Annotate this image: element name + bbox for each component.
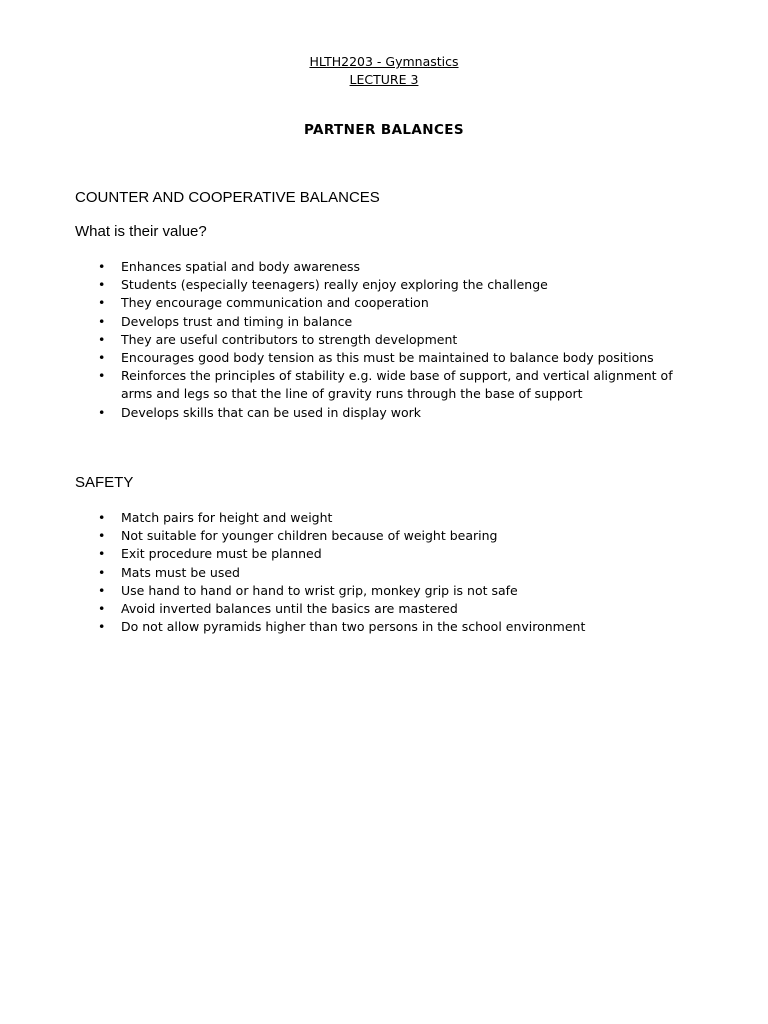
bullet-icon: •: [98, 510, 106, 525]
list-item: [0, 349, 691, 367]
list-item-text: Enhances spatial and body awareness: [121, 259, 361, 274]
list-item: [0, 294, 691, 312]
section-heading-safety: SAFETY: [75, 474, 134, 491]
list-item-text: Reinforces the principles of stability e.g. wide base of support, and vertical alignment of arms and legs so that the line of gravity runs through the base of support: [121, 368, 673, 402]
bullet-icon: •: [98, 313, 106, 329]
list-item: [0, 258, 691, 276]
list-item-text: Do not allow pyramids higher than two persons in the school environment: [121, 619, 586, 635]
subheading-value: What is their value?: [75, 223, 207, 240]
list-item: [0, 527, 691, 545]
course-title: HLTH2203 - Gymnastics: [309, 54, 459, 69]
list-item: [0, 276, 691, 294]
list-item: [0, 404, 691, 422]
bullet-icon: •: [98, 528, 106, 544]
value-bullet-list: [0, 258, 691, 422]
list-item-text: Exit procedure must be planned: [121, 546, 322, 562]
list-item-text: Mats must be used: [121, 564, 240, 580]
bullet-icon: •: [98, 601, 106, 617]
lecture-label: LECTURE 3: [349, 72, 419, 87]
list-item-text: They are useful contributors to strength development: [121, 331, 458, 347]
list-item: [0, 367, 691, 403]
list-item-text: Develops trust and timing in balance: [121, 313, 353, 329]
bullet-icon: •: [98, 564, 106, 580]
section-heading-counter-balances: COUNTER AND COOPERATIVE BALANCES: [75, 189, 380, 206]
bullet-icon: •: [98, 277, 106, 293]
bullet-icon: •: [98, 259, 106, 274]
list-item-text: Avoid inverted balances until the basics are mastered: [121, 601, 458, 617]
list-item-text: Students (especially teenagers) really enjoy exploring the challenge: [121, 277, 548, 293]
list-item: [0, 331, 691, 349]
list-item: [0, 618, 691, 636]
list-item: [0, 600, 691, 618]
list-item-text: They encourage communication and cooperation: [121, 295, 429, 311]
list-item: [0, 564, 691, 582]
list-item: [0, 313, 691, 331]
list-item: [0, 509, 691, 527]
list-item-text: Encourages good body tension as this must be maintained to balance body positions: [121, 350, 654, 366]
list-item: [0, 582, 691, 600]
list-item-text: Develops skills that can be used in display work: [121, 404, 421, 420]
bullet-icon: •: [98, 331, 106, 347]
bullet-icon: •: [98, 582, 106, 598]
list-item: [0, 545, 691, 563]
list-item-text: Not suitable for younger children because of weight bearing: [121, 528, 498, 544]
list-item-text: Use hand to hand or hand to wrist grip, monkey grip is not safe: [121, 582, 518, 598]
page-title: PARTNER BALANCES: [303, 122, 465, 138]
bullet-icon: •: [98, 619, 106, 635]
bullet-icon: •: [98, 295, 106, 311]
bullet-icon: •: [98, 546, 106, 562]
list-item-text: Match pairs for height and weight: [121, 510, 333, 525]
safety-bullet-list: [0, 509, 691, 636]
bullet-icon: •: [98, 368, 106, 384]
bullet-icon: •: [98, 404, 106, 420]
bullet-icon: •: [98, 350, 106, 366]
